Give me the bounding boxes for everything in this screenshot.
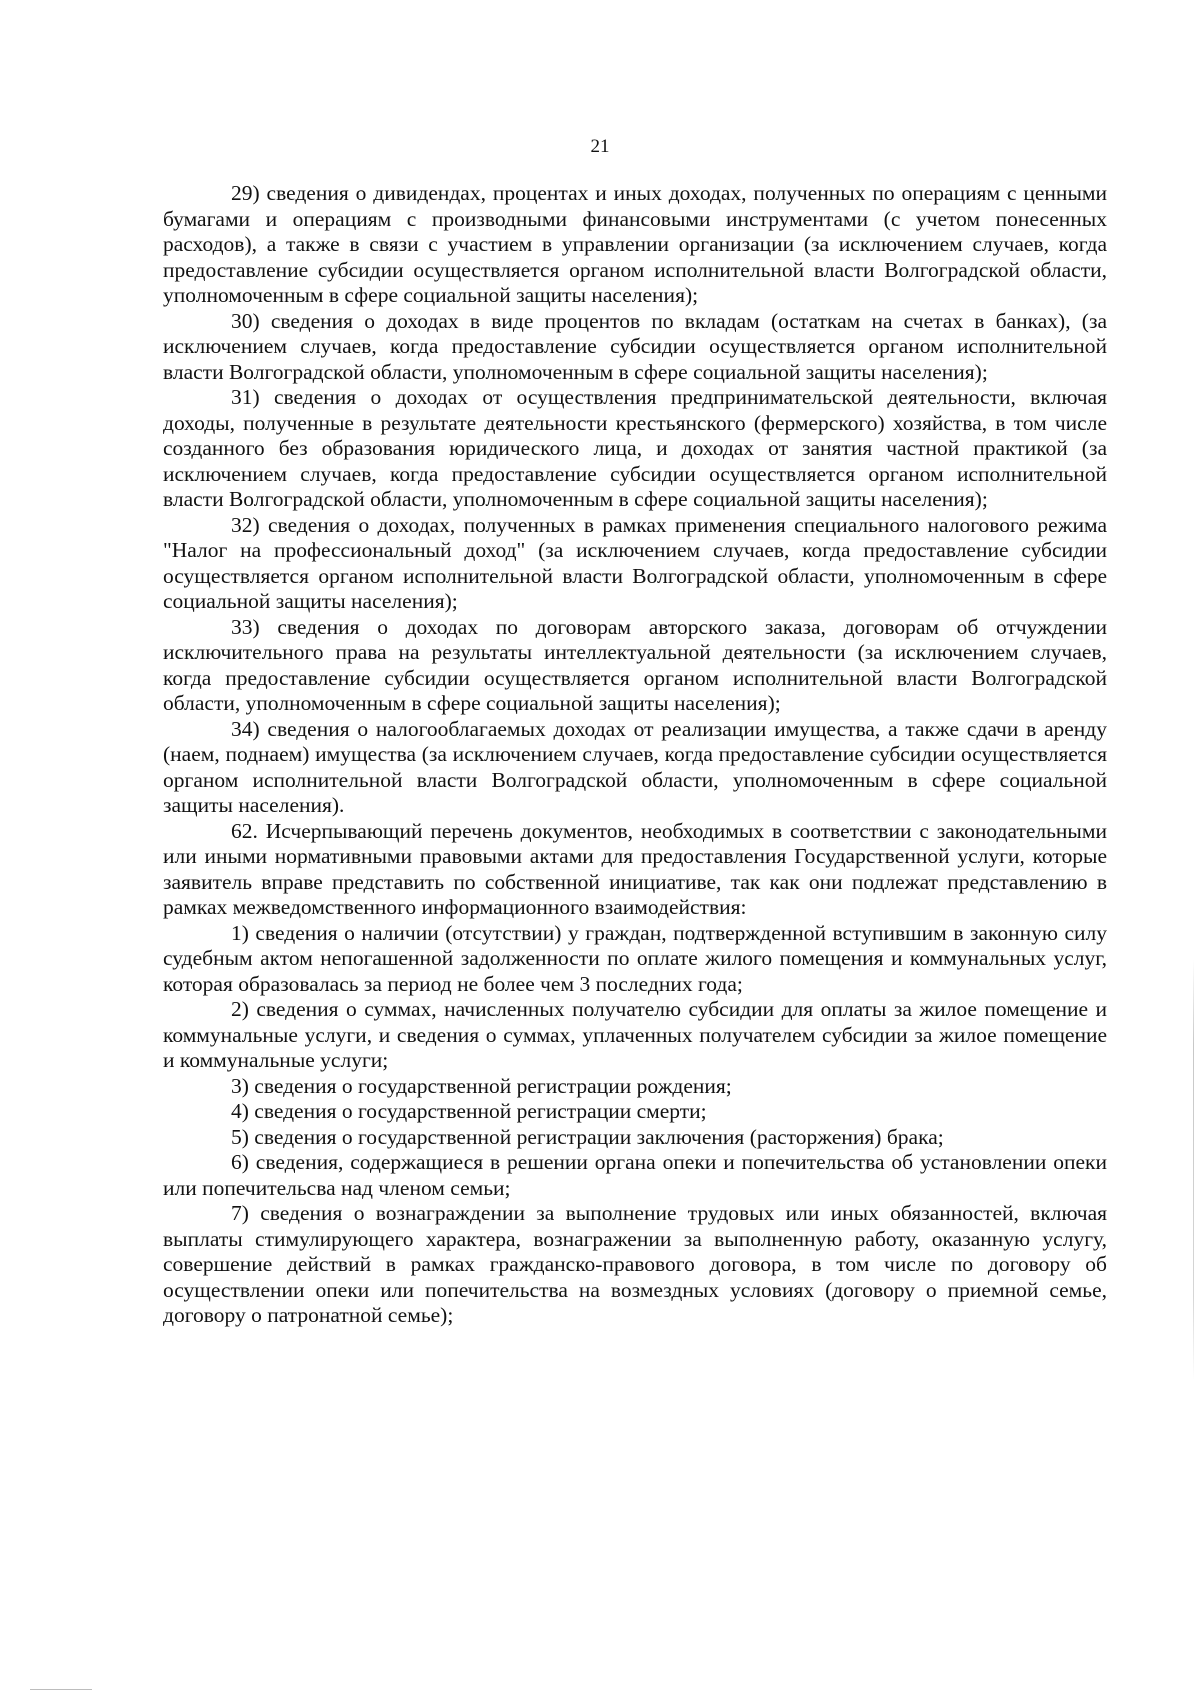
paragraph-item-32: 32) сведения о доходах, полученных в рамках применения специального налогового режима "Налог на профессиональный доход" (за исключением случаев, когда предоставление субсидии осуществляется органом исполнительной власти Волгоградской области, уполномоченным в сфере социальной защиты населения); — [163, 512, 1107, 613]
paragraph-item-34: 34) сведения о налогооблагаемых доходах от реализации имущества, а также сдачи в аренду (наем, поднаем) имущества (за исключением случаев, когда предоставление субсидии осуществляется органом исполнительной власти Волгоградской области, уполномоченным в сфере социальной защиты населения). — [163, 716, 1107, 817]
paragraph-subitem-5: 5) сведения о государственной регистрации заключения (расторжения) брака; — [231, 1124, 944, 1149]
paragraph-item-31: 31) сведения о доходах от осуществления предпринимательской деятельности, включая доходы, полученные в результате деятельности крестьянского (фермерского) хозяйства, в том числе созданного без образования юридического лица, и доходах от занятия частной практикой (за исключением случаев, когда предоставление субсидии осуществляется органом исполнительной власти Волгоградской области, уполномоченным в сфере социальной защиты населения); — [163, 385, 1107, 511]
paragraph-subitem-4: 4) сведения о государственной регистрации смерти; — [231, 1099, 707, 1123]
paragraph-subitem-6: 6) сведения, содержащиеся в решении органа опеки и попечительства об установлении опеки или попечительсва над членом семьи; — [163, 1150, 1107, 1200]
scan-edge-mark — [1193, 960, 1194, 1380]
paragraph-subitem-7: 7) сведения о вознаграждении за выполнение трудовых или иных обязанностей, включая выплаты стимулирующего характера, вознагражении за выполненную работу, оказанную услугу, совершение действий в рамках гражданско-правового договора, в том числе по договору об осуществлении опеки или попечительства на возмездных условиях (договору о приемной семье, договору о патронатной семье); — [163, 1201, 1107, 1327]
paragraph-subitem-2: 2) сведения о суммах, начисленных получателю субсидии для оплаты за жилое помещение и коммунальные услуги, и сведения о суммах, уплаченных получателем субсидии за жилое помещение и коммунальные услуги; — [163, 997, 1107, 1072]
paragraph-subitem-1: 1) сведения о наличии (отсутствии) у граждан, подтвержденной вступившим в законную силу судебным актом непогашенной задолженности по оплате жилого помещения и коммунальных услуг, которая образовалась за период не более чем 3 последних года; — [163, 920, 1107, 996]
paragraph-item-29: 29) сведения о дивидендах, процентах и иных доходах, полученных по операциям с ценными бумагами и операциям с производными финансовыми инструментами (с учетом понесенных расходов), а также в связи с участием в управлении организации (за исключением случаев, когда предоставление субсидии осуществляется органом исполнительной власти Волгоградской области, уполномоченным в сфере социальной защиты населения); — [163, 181, 1107, 307]
paragraph-item-30: 30) сведения о доходах в виде процентов по вкладам (остаткам на счетах в банках), (за исключением случаев, когда предоставление субсидии осуществляется органом исполнительной власти Волгоградской области, уполномоченным в сфере социальной защиты населения); — [163, 308, 1107, 384]
document-body — [163, 181, 1107, 1329]
page-number: 21 — [590, 136, 610, 157]
paragraph-item-33: 33) сведения о доходах по договорам авторского заказа, договорам об отчуждении исключительного права на результаты интеллектуальной деятельности (за исключением случаев, когда предоставление субсидии осуществляется органом исполнительной власти Волгоградской области, уполномоченным в сфере социальной защиты населения); — [163, 614, 1107, 715]
paragraph-subitem-3: 3) сведения о государственной регистрации рождения; — [231, 1073, 732, 1098]
paragraph-clause-62: 62. Исчерпывающий перечень документов, необходимых в соответствии с законодательными или иными нормативными правовыми актами для предоставления Государственной услуги, которые заявитель вправе представить по собственной инициативе, так как они подлежат представлению в рамках межведомственного информационного взаимодействия: — [163, 818, 1107, 919]
scan-bottom-mark — [30, 1689, 92, 1690]
